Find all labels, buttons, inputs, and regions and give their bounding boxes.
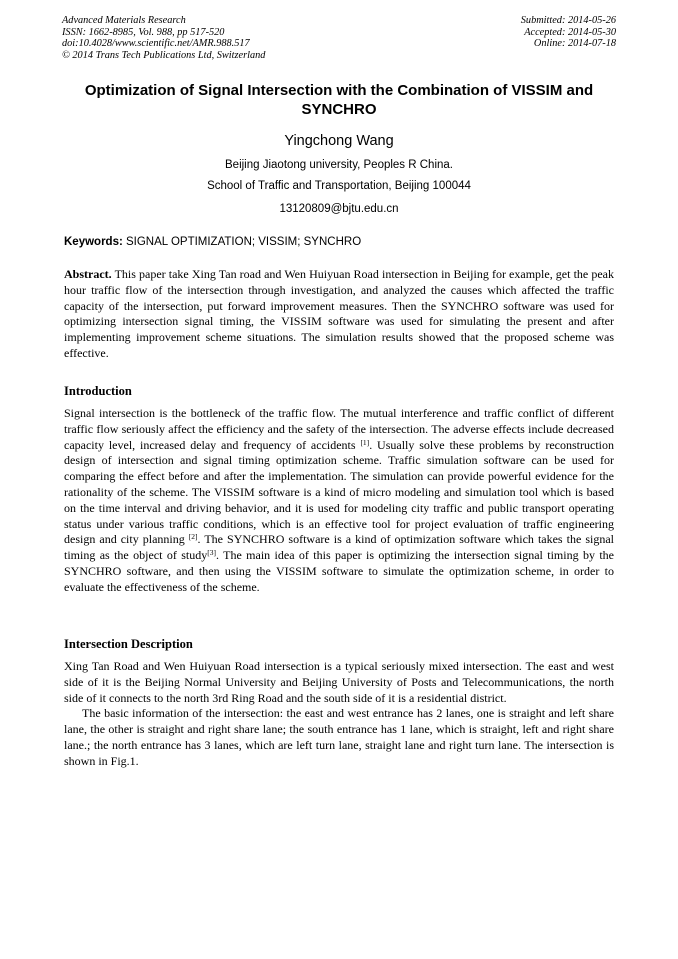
keywords-label: Keywords: <box>64 236 123 248</box>
abstract-paragraph <box>64 267 614 362</box>
accepted-date: Accepted: 2014-05-30 <box>524 26 616 38</box>
keywords-text: SIGNAL OPTIMIZATION; VISSIM; SYNCHRO <box>126 236 362 248</box>
author-email: 13120809@bjtu.edu.cn <box>279 203 399 215</box>
citation-3: [3] <box>207 548 216 558</box>
publication-dates <box>521 15 616 50</box>
introduction-paragraph <box>64 406 614 596</box>
online-date: Online: 2014-07-18 <box>533 38 616 49</box>
intro-text-3: . The SYNCHRO software is a kind of optimization software which takes the signal timing as the object of study <box>64 532 614 563</box>
description-text-2: The basic information of the intersection: the east and west entrance has 2 lanes, one is straight and left share lane, the other is straight and right share lane; the south entrance has 1 lane, which is straight, left and right share lane.; the north entrance has 3 lanes, which are left turn lane, straight lane and right turn lane. The intersection is shown in Fig.1. <box>64 706 614 768</box>
keywords-line <box>64 236 361 248</box>
abstract-text: This paper take Xing Tan road and Wen Huiyuan Road intersection in Beijing for example, get the peak hour traffic flow of the intersection through investigation, and analyzed the causes which affected the traffic capacity of the intersection, put forward improvement measures. Then the SYNCHRO software was used for optimizing intersection signal timing, the VISSIM software was used for simulating the present and after implementing improvement scheme situations. The simulation results showed that the proposed scheme was effective. <box>64 267 614 360</box>
intro-text-4: . The main idea of this paper is optimizing the intersection signal timing by the SYNCHRO software, and then using the VISSIM software to simulate the optimization scheme, in order to evaluate the effectiveness of the scheme. <box>64 548 615 594</box>
journal-name: Advanced Materials Research <box>62 15 186 26</box>
citation-1: [1] <box>360 437 370 447</box>
journal-issn: ISSN: 1662-8985, Vol. 988, pp 517-520 <box>62 26 225 38</box>
description-text-1: Xing Tan Road and Wen Huiyuan Road intersection is a typical seriously mixed intersection. The east and west side of it is the Beijing Normal University and Beijing University of Posts and Telecommunications, the north side of it connects to the north 3rd Ring Road and the south side of it is a residential district. <box>64 659 614 705</box>
paper-title: Optimization of Signal Intersection with the Combination of VISSIM and SYNCHRO <box>84 82 594 118</box>
intro-text-2: . Usually solve these problems by reconstruction design of intersection and signal timing optimization scheme. Traffic simulation software can be used for comparing the effect before and after the implementation. The simulation can provide powerful evidence for the rationality of the scheme. The VISSIM software is a kind of micro modeling and simulation tool which is based on the time interval and driving behavior, and it is used for modeling city traffic and public transport operating status under various traffic conditions, which is an effective tool for project evaluation of traffic engineering design and city planning <box>64 437 614 547</box>
section-heading-intersection-description: Intersection Description <box>64 637 193 651</box>
affiliation-university: Beijing Jiaotong university, Peoples R China. <box>225 159 453 171</box>
journal-info <box>62 15 265 61</box>
section-heading-introduction: Introduction <box>64 384 132 398</box>
affiliation-school: School of Traffic and Transportation, Beijing 100044 <box>207 180 471 192</box>
submitted-date: Submitted: 2014-05-26 <box>520 15 616 26</box>
abstract-label: Abstract. <box>64 267 112 281</box>
intersection-description-paragraph <box>64 659 614 770</box>
journal-copyright: © 2014 Trans Tech Publications Ltd, Switzerland <box>62 49 266 61</box>
journal-doi: doi:10.4028/www.scientific.net/AMR.988.517 <box>62 38 250 49</box>
citation-2: [2] <box>188 532 198 542</box>
author-name: Yingchong Wang <box>284 133 394 149</box>
intro-text-1: Signal intersection is the bottleneck of the traffic flow. The mutual interference and traffic conflict of different traffic flow seriously affect the efficiency and the safety of the intersection. The adverse effects include decreased capacity level, increased delay and frequency of accidents <box>64 406 614 452</box>
